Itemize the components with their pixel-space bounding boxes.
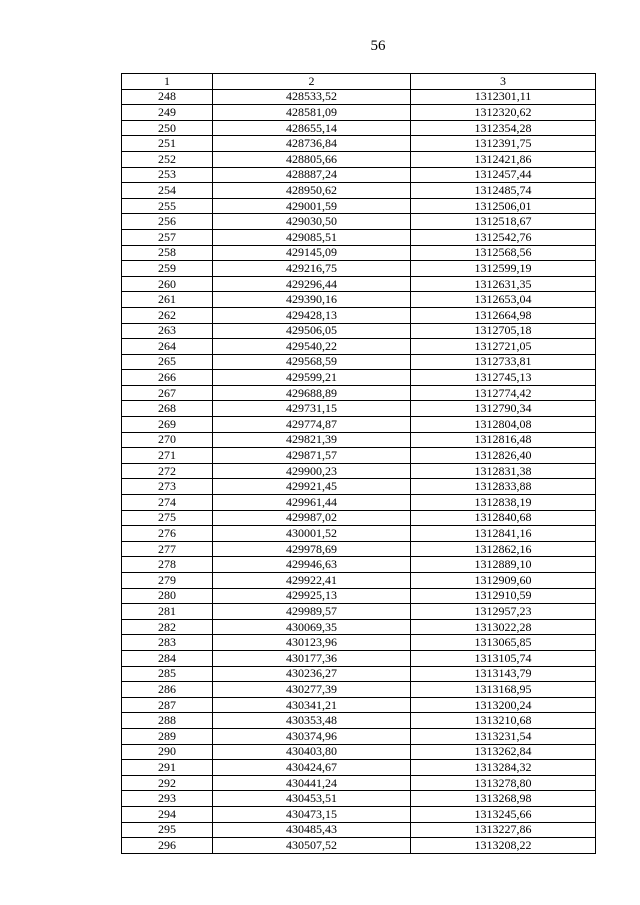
table-row bbox=[122, 417, 596, 433]
table-cell-col-1: 287 bbox=[122, 697, 213, 713]
table-cell-col-3: 1312889,10 bbox=[411, 557, 596, 573]
table-cell-col-3: 1313262,84 bbox=[411, 744, 596, 760]
table-cell-col-2: 429145,09 bbox=[213, 245, 411, 261]
table-cell-col-1: 296 bbox=[122, 838, 213, 854]
table-cell-col-3: 1313065,85 bbox=[411, 635, 596, 651]
table-row bbox=[122, 401, 596, 417]
table-row bbox=[122, 370, 596, 386]
table-cell-col-2: 430341,21 bbox=[213, 697, 411, 713]
table-row bbox=[122, 245, 596, 261]
table-cell-col-2: 429961,44 bbox=[213, 495, 411, 511]
table-row bbox=[122, 448, 596, 464]
table-cell-col-2: 428736,84 bbox=[213, 136, 411, 152]
table-cell-col-3: 1312320,62 bbox=[411, 105, 596, 121]
table-cell-col-1: 285 bbox=[122, 666, 213, 682]
table-cell-col-2: 429946,63 bbox=[213, 557, 411, 573]
table-cell-col-1: 269 bbox=[122, 417, 213, 433]
table-cell-col-2: 430123,96 bbox=[213, 635, 411, 651]
table-cell-col-2: 430069,35 bbox=[213, 619, 411, 635]
table-cell-col-2: 429390,16 bbox=[213, 292, 411, 308]
table-cell-col-3: 1313168,95 bbox=[411, 682, 596, 698]
table-cell-col-2: 428533,52 bbox=[213, 89, 411, 105]
table-cell-col-2: 429085,51 bbox=[213, 229, 411, 245]
table-cell-col-3: 1312909,60 bbox=[411, 573, 596, 589]
table-row bbox=[122, 167, 596, 183]
table-cell-col-3: 1312838,19 bbox=[411, 495, 596, 511]
table-cell-col-2: 429688,89 bbox=[213, 385, 411, 401]
table-cell-col-3: 1312862,16 bbox=[411, 541, 596, 557]
table-cell-col-2: 428581,09 bbox=[213, 105, 411, 121]
table-cell-col-3: 1313022,28 bbox=[411, 619, 596, 635]
table-cell-col-1: 260 bbox=[122, 276, 213, 292]
table-cell-col-1: 265 bbox=[122, 354, 213, 370]
table-cell-col-2: 429987,02 bbox=[213, 510, 411, 526]
table-row bbox=[122, 292, 596, 308]
table-cell-col-2: 430453,51 bbox=[213, 791, 411, 807]
table-cell-col-1: 262 bbox=[122, 307, 213, 323]
table-cell-col-1: 280 bbox=[122, 588, 213, 604]
table-cell-col-3: 1313210,68 bbox=[411, 713, 596, 729]
table-cell-col-1: 290 bbox=[122, 744, 213, 760]
table-cell-col-2: 430353,48 bbox=[213, 713, 411, 729]
table-cell-col-2: 428950,62 bbox=[213, 183, 411, 199]
table-cell-col-1: 292 bbox=[122, 775, 213, 791]
table-cell-col-1: 278 bbox=[122, 557, 213, 573]
column-header-3: 3 bbox=[411, 74, 596, 90]
table-cell-col-2: 428805,66 bbox=[213, 151, 411, 167]
table-cell-col-1: 257 bbox=[122, 229, 213, 245]
table-cell-col-1: 248 bbox=[122, 89, 213, 105]
table-cell-col-3: 1312826,40 bbox=[411, 448, 596, 464]
table-cell-col-3: 1312957,23 bbox=[411, 604, 596, 620]
table-cell-col-2: 429599,21 bbox=[213, 370, 411, 386]
table-cell-col-1: 275 bbox=[122, 510, 213, 526]
table-cell-col-2: 430403,80 bbox=[213, 744, 411, 760]
table-cell-col-1: 276 bbox=[122, 526, 213, 542]
table-cell-col-2: 429821,39 bbox=[213, 432, 411, 448]
table-cell-col-1: 251 bbox=[122, 136, 213, 152]
table-cell-col-1: 254 bbox=[122, 183, 213, 199]
table-cell-col-2: 430441,24 bbox=[213, 775, 411, 791]
table-row bbox=[122, 573, 596, 589]
table-row bbox=[122, 229, 596, 245]
table-cell-col-1: 268 bbox=[122, 401, 213, 417]
table-cell-col-1: 249 bbox=[122, 105, 213, 121]
page-number: 56 bbox=[370, 38, 386, 54]
table-cell-col-1: 294 bbox=[122, 806, 213, 822]
table-cell-col-1: 256 bbox=[122, 214, 213, 230]
table-cell-col-2: 428655,14 bbox=[213, 120, 411, 136]
table-cell-col-3: 1313143,79 bbox=[411, 666, 596, 682]
table-cell-col-3: 1313208,22 bbox=[411, 838, 596, 854]
table-cell-col-2: 429568,59 bbox=[213, 354, 411, 370]
table-header-row bbox=[122, 74, 596, 90]
table-cell-col-3: 1312910,59 bbox=[411, 588, 596, 604]
table-cell-col-2: 428887,24 bbox=[213, 167, 411, 183]
table-cell-col-3: 1312518,67 bbox=[411, 214, 596, 230]
table-row bbox=[122, 682, 596, 698]
table-row bbox=[122, 307, 596, 323]
table-cell-col-1: 270 bbox=[122, 432, 213, 448]
table-cell-col-3: 1312816,48 bbox=[411, 432, 596, 448]
table-cell-col-3: 1312391,75 bbox=[411, 136, 596, 152]
table-row bbox=[122, 385, 596, 401]
table-cell-col-3: 1312664,98 bbox=[411, 307, 596, 323]
table-row bbox=[122, 198, 596, 214]
table-cell-col-2: 429030,50 bbox=[213, 214, 411, 230]
table-cell-col-3: 1312705,18 bbox=[411, 323, 596, 339]
table-cell-col-1: 271 bbox=[122, 448, 213, 464]
table-row bbox=[122, 760, 596, 776]
table-cell-col-3: 1312841,16 bbox=[411, 526, 596, 542]
table-cell-col-1: 293 bbox=[122, 791, 213, 807]
table-cell-col-1: 267 bbox=[122, 385, 213, 401]
table-cell-col-2: 429540,22 bbox=[213, 339, 411, 355]
table-cell-col-1: 273 bbox=[122, 479, 213, 495]
table-cell-col-1: 255 bbox=[122, 198, 213, 214]
table-row bbox=[122, 666, 596, 682]
table-row bbox=[122, 463, 596, 479]
table-cell-col-3: 1312421,86 bbox=[411, 151, 596, 167]
table-cell-col-1: 250 bbox=[122, 120, 213, 136]
table-cell-col-3: 1313200,24 bbox=[411, 697, 596, 713]
table-row bbox=[122, 510, 596, 526]
table-cell-col-3: 1313278,80 bbox=[411, 775, 596, 791]
table-cell-col-2: 429871,57 bbox=[213, 448, 411, 464]
table-row bbox=[122, 183, 596, 199]
table-row bbox=[122, 136, 596, 152]
table-cell-col-2: 429296,44 bbox=[213, 276, 411, 292]
table-cell-col-3: 1312831,38 bbox=[411, 463, 596, 479]
table-cell-col-2: 430236,27 bbox=[213, 666, 411, 682]
table-cell-col-1: 284 bbox=[122, 650, 213, 666]
table-cell-col-2: 429978,69 bbox=[213, 541, 411, 557]
table-cell-col-1: 277 bbox=[122, 541, 213, 557]
column-header-1: 1 bbox=[122, 74, 213, 90]
table-cell-col-2: 430001,52 bbox=[213, 526, 411, 542]
table-cell-col-3: 1312840,68 bbox=[411, 510, 596, 526]
table-cell-col-3: 1312506,01 bbox=[411, 198, 596, 214]
table-cell-col-3: 1312774,42 bbox=[411, 385, 596, 401]
table-cell-col-1: 258 bbox=[122, 245, 213, 261]
table-cell-col-1: 274 bbox=[122, 495, 213, 511]
table-cell-col-2: 429774,87 bbox=[213, 417, 411, 433]
table-row bbox=[122, 650, 596, 666]
table-cell-col-2: 429989,57 bbox=[213, 604, 411, 620]
table-row bbox=[122, 541, 596, 557]
table-row bbox=[122, 822, 596, 838]
table-cell-col-3: 1313227,86 bbox=[411, 822, 596, 838]
table-row bbox=[122, 105, 596, 121]
table-cell-col-2: 429921,45 bbox=[213, 479, 411, 495]
table-cell-col-1: 272 bbox=[122, 463, 213, 479]
table-row bbox=[122, 495, 596, 511]
table-cell-col-2: 430374,96 bbox=[213, 728, 411, 744]
table-body bbox=[122, 89, 596, 853]
table-row bbox=[122, 838, 596, 854]
table-row bbox=[122, 604, 596, 620]
table-cell-col-2: 429428,13 bbox=[213, 307, 411, 323]
coordinates-table bbox=[121, 73, 596, 854]
table-cell-col-3: 1312568,56 bbox=[411, 245, 596, 261]
table-cell-col-3: 1312599,19 bbox=[411, 261, 596, 277]
table-cell-col-3: 1313231,54 bbox=[411, 728, 596, 744]
table-cell-col-1: 264 bbox=[122, 339, 213, 355]
table-cell-col-1: 252 bbox=[122, 151, 213, 167]
table-cell-col-3: 1312542,76 bbox=[411, 229, 596, 245]
table-cell-col-1: 263 bbox=[122, 323, 213, 339]
table-cell-col-3: 1312301,11 bbox=[411, 89, 596, 105]
table-row bbox=[122, 557, 596, 573]
table-cell-col-2: 430507,52 bbox=[213, 838, 411, 854]
table-cell-col-1: 291 bbox=[122, 760, 213, 776]
table-row bbox=[122, 339, 596, 355]
table-cell-col-2: 429001,59 bbox=[213, 198, 411, 214]
table-row bbox=[122, 588, 596, 604]
table-row bbox=[122, 214, 596, 230]
table-cell-col-1: 286 bbox=[122, 682, 213, 698]
table-row bbox=[122, 744, 596, 760]
table-cell-col-1: 261 bbox=[122, 292, 213, 308]
column-header-2: 2 bbox=[213, 74, 411, 90]
table-cell-col-3: 1312790,34 bbox=[411, 401, 596, 417]
table-cell-col-3: 1312354,28 bbox=[411, 120, 596, 136]
table-row bbox=[122, 728, 596, 744]
table-cell-col-2: 430277,39 bbox=[213, 682, 411, 698]
table-row bbox=[122, 526, 596, 542]
table-row bbox=[122, 354, 596, 370]
table-cell-col-1: 253 bbox=[122, 167, 213, 183]
table-cell-col-1: 266 bbox=[122, 370, 213, 386]
table-cell-col-3: 1312457,44 bbox=[411, 167, 596, 183]
table-row bbox=[122, 323, 596, 339]
table-cell-col-3: 1312833,88 bbox=[411, 479, 596, 495]
table-row bbox=[122, 276, 596, 292]
table-cell-col-1: 283 bbox=[122, 635, 213, 651]
table-cell-col-2: 429922,41 bbox=[213, 573, 411, 589]
table-row bbox=[122, 261, 596, 277]
table-cell-col-1: 281 bbox=[122, 604, 213, 620]
table-cell-col-3: 1312653,04 bbox=[411, 292, 596, 308]
table-row bbox=[122, 697, 596, 713]
table-cell-col-3: 1313105,74 bbox=[411, 650, 596, 666]
table-cell-col-2: 429900,23 bbox=[213, 463, 411, 479]
table-cell-col-2: 430473,15 bbox=[213, 806, 411, 822]
table-cell-col-3: 1312631,35 bbox=[411, 276, 596, 292]
table-cell-col-1: 282 bbox=[122, 619, 213, 635]
table-cell-col-1: 289 bbox=[122, 728, 213, 744]
table-cell-col-3: 1313268,98 bbox=[411, 791, 596, 807]
table-row bbox=[122, 479, 596, 495]
table-row bbox=[122, 791, 596, 807]
table-row bbox=[122, 120, 596, 136]
table-row bbox=[122, 713, 596, 729]
table-cell-col-1: 288 bbox=[122, 713, 213, 729]
table-cell-col-2: 429216,75 bbox=[213, 261, 411, 277]
table-cell-col-2: 429925,13 bbox=[213, 588, 411, 604]
table-cell-col-3: 1312745,13 bbox=[411, 370, 596, 386]
table-cell-col-3: 1313284,32 bbox=[411, 760, 596, 776]
table-row bbox=[122, 619, 596, 635]
table-cell-col-1: 295 bbox=[122, 822, 213, 838]
table-row bbox=[122, 775, 596, 791]
table-cell-col-3: 1312485,74 bbox=[411, 183, 596, 199]
table-cell-col-2: 429506,05 bbox=[213, 323, 411, 339]
table-row bbox=[122, 432, 596, 448]
table-cell-col-2: 429731,15 bbox=[213, 401, 411, 417]
table-row bbox=[122, 635, 596, 651]
table-cell-col-3: 1312733,81 bbox=[411, 354, 596, 370]
table-cell-col-2: 430485,43 bbox=[213, 822, 411, 838]
table-cell-col-1: 259 bbox=[122, 261, 213, 277]
table-cell-col-1: 279 bbox=[122, 573, 213, 589]
table-row bbox=[122, 89, 596, 105]
table-cell-col-2: 430424,67 bbox=[213, 760, 411, 776]
table-row bbox=[122, 806, 596, 822]
table-cell-col-3: 1313245,66 bbox=[411, 806, 596, 822]
table-cell-col-3: 1312721,05 bbox=[411, 339, 596, 355]
table-cell-col-2: 430177,36 bbox=[213, 650, 411, 666]
table-row bbox=[122, 151, 596, 167]
table-cell-col-3: 1312804,08 bbox=[411, 417, 596, 433]
